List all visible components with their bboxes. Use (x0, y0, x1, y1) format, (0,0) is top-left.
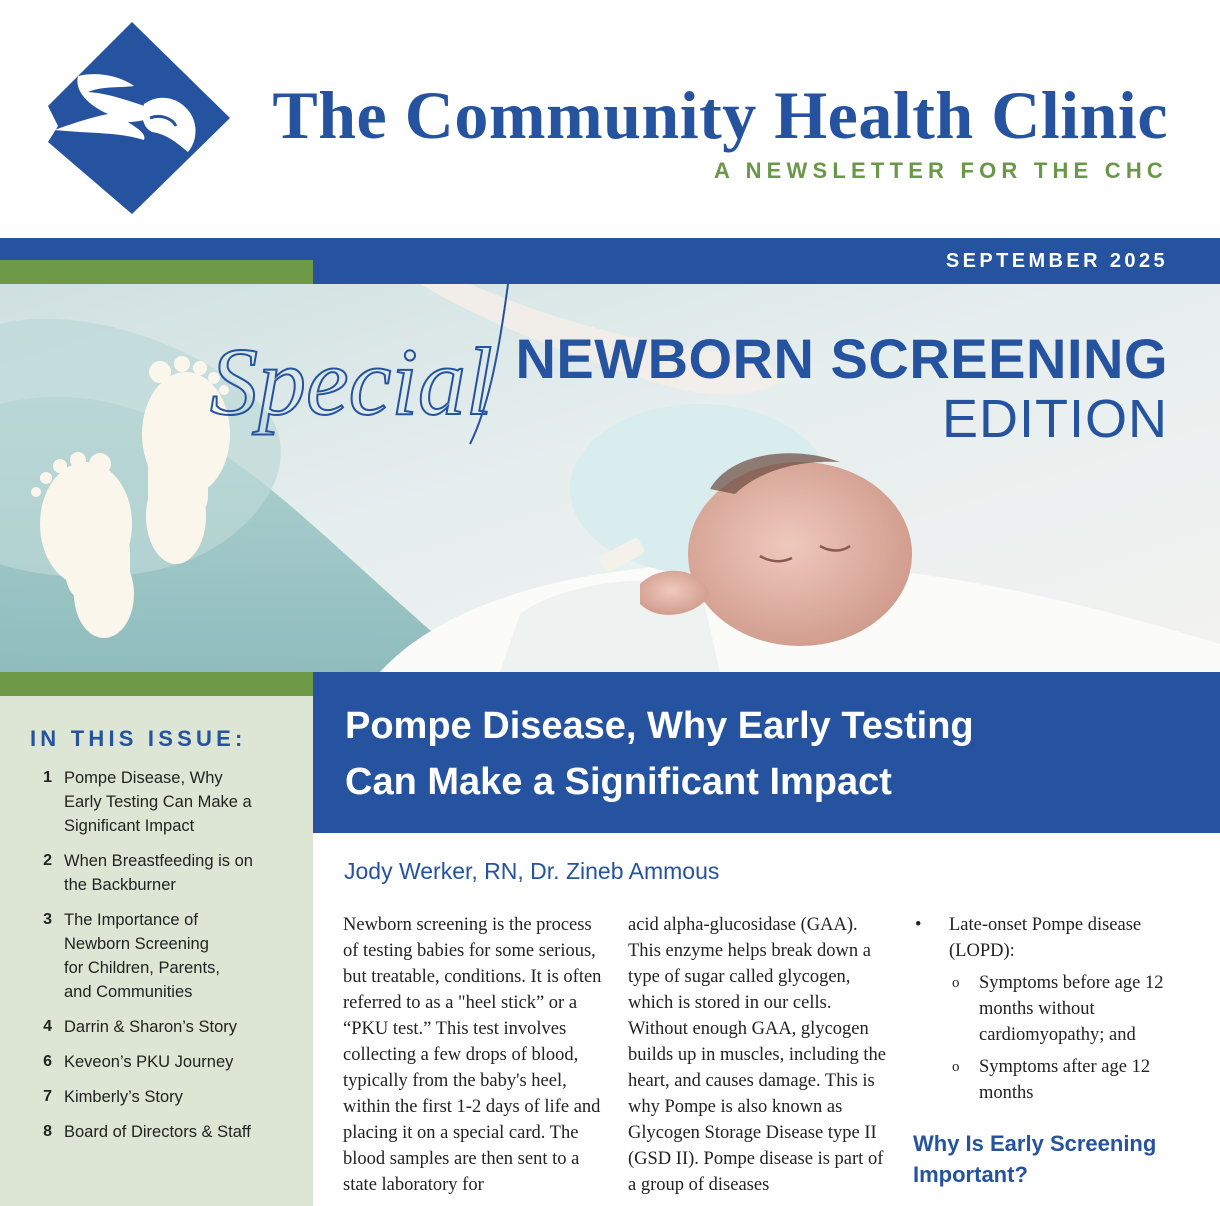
circle-bullet-icon: o (952, 975, 960, 991)
toc-item[interactable] (30, 1050, 300, 1074)
hero-banner (0, 284, 1220, 672)
sidebar-accent (0, 672, 313, 696)
issue-date: SEPTEMBER 2025 (945, 250, 1168, 272)
toc-item-label: Pompe Disease, Why Early Testing Can Make a Significant Impact (64, 769, 252, 835)
section-subheading: Why Is Early Screening Important? (913, 1131, 1157, 1187)
article-column-1 (343, 912, 605, 1198)
sub-bullet-item (949, 1054, 1183, 1106)
article-byline: Jody Werker, RN, Dr. Zineb Ammous (344, 858, 720, 884)
table-of-contents (0, 696, 313, 1206)
toc-page-number: 6 (43, 1053, 52, 1070)
sub-bullet-text: Symptoms before age 12 months without cardiomyopathy; and (979, 973, 1164, 1045)
toc-list (30, 766, 300, 1155)
toc-page-number: 8 (43, 1123, 52, 1140)
toc-item-label: Darrin & Sharon’s Story (64, 1018, 238, 1036)
toc-item-label: When Breastfeeding is on the Backburner (64, 852, 253, 894)
toc-page-number: 2 (43, 852, 52, 869)
toc-item[interactable] (30, 1120, 300, 1144)
toc-page-number: 4 (43, 1018, 52, 1035)
toc-page-number: 1 (43, 769, 52, 786)
bullet-item (913, 912, 1183, 1106)
article-column-2 (628, 912, 890, 1198)
date-bar-accent (0, 260, 313, 284)
circle-bullet-icon: o (952, 1059, 960, 1075)
edition-title: NEWBORN SCREENING (515, 327, 1168, 390)
toc-item[interactable] (30, 766, 300, 838)
article-column-3 (913, 912, 1183, 1190)
edition-subtitle: EDITION (941, 389, 1168, 449)
toc-item[interactable] (30, 849, 300, 897)
toc-item[interactable] (30, 1015, 300, 1039)
date-bar (0, 238, 1220, 284)
special-script-word: Special (210, 328, 493, 435)
newsletter-subtitle: A NEWSLETTER FOR THE CHC (714, 158, 1168, 183)
newsletter-title: The Community Health Clinic (272, 77, 1168, 153)
bullet-icon: • (915, 915, 922, 935)
sub-bullet-list (949, 970, 1183, 1106)
toc-item-label: Kimberly’s Story (64, 1088, 183, 1106)
toc-item-label: Keveon’s PKU Journey (64, 1053, 234, 1071)
article-title: Pompe Disease, Why Early Testing Can Make a Significant Impact (345, 705, 974, 803)
toc-heading: IN THIS ISSUE: (30, 726, 247, 751)
sub-bullet-item (949, 970, 1183, 1048)
masthead (0, 0, 1220, 238)
toc-item[interactable] (30, 1085, 300, 1109)
article-paragraph: acid alpha-glucosidase (GAA). This enzyme helps break down a type of sugar called glycogen, which is stored in our cells. Without enough GAA, glycogen builds up in muscles, including the heart, and causes damage. This is why Pompe is also known as Glycogen Storage Disease type II (GSD II). Pompe disease is part of a group of diseases (628, 915, 886, 1195)
toc-item[interactable] (30, 908, 300, 1004)
article-paragraph: Newborn screening is the process of testing babies for some serious, but treatable, conditions. It is often referred to as a "heel stick” or a “PKU test.” This test involves collecting a few drops of blood, typically from the baby's heel, within the first 1-2 days of life and placing it on a special card. The blood samples are then sent to a state laboratory for (343, 915, 602, 1195)
sub-bullet-text: Symptoms after age 12 months (979, 1057, 1151, 1103)
hands-holding-baby-hand-icon (48, 22, 234, 216)
toc-page-number: 7 (43, 1088, 52, 1105)
bullet-text: Late-onset Pompe disease (LOPD): (949, 915, 1142, 961)
toc-item-label: The Importance of Newborn Screening for Children, Parents, and Communities (64, 911, 220, 1001)
article-title-band (313, 672, 1220, 833)
toc-page-number: 3 (43, 911, 52, 928)
toc-item-label: Board of Directors & Staff (64, 1123, 251, 1141)
